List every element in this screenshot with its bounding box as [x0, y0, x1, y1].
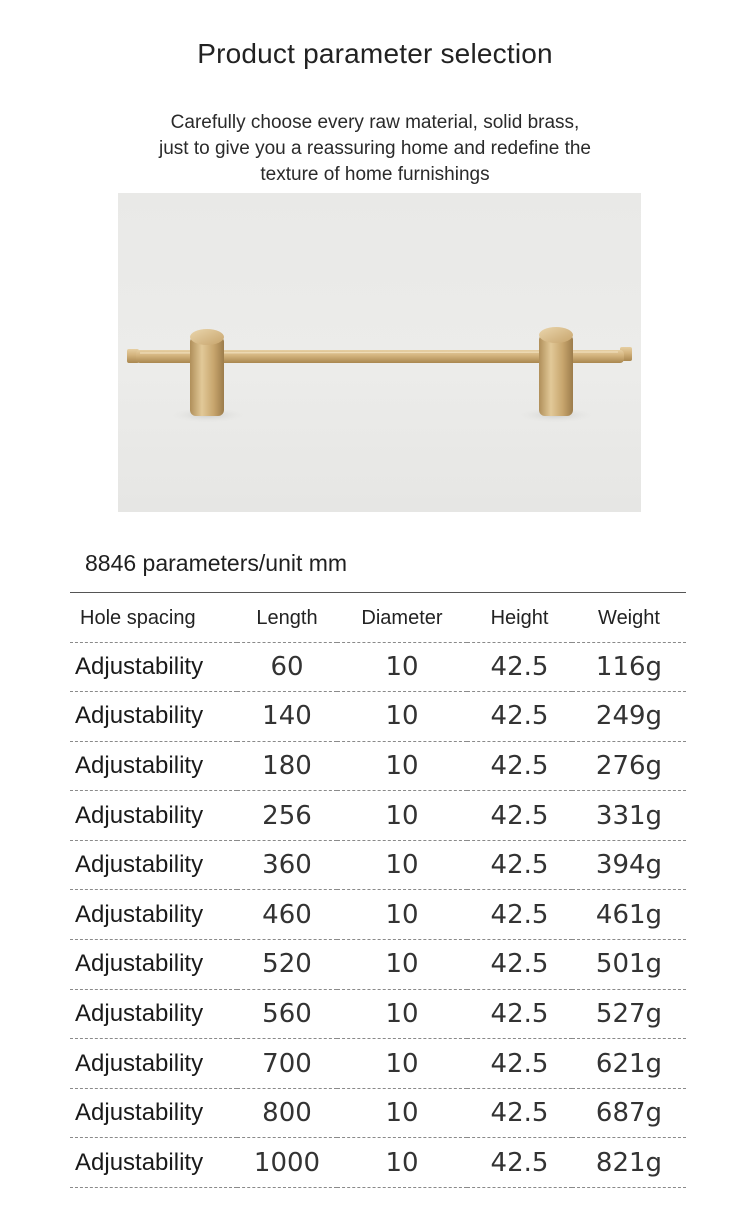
cell-diameter: 10 — [337, 989, 467, 1039]
cell-diameter: 10 — [337, 1138, 467, 1188]
cell-height: 42.5 — [467, 1039, 572, 1089]
cell-hole-spacing: Adjustability — [70, 840, 237, 890]
cell-hole-spacing: Adjustability — [70, 940, 237, 990]
table-row — [70, 1039, 686, 1089]
cell-weight: 249g — [572, 692, 686, 742]
cell-diameter: 10 — [337, 840, 467, 890]
table-row — [70, 840, 686, 890]
product-photo — [118, 193, 641, 512]
table-row — [70, 642, 686, 692]
column-header-height: Height — [467, 596, 572, 642]
cell-height: 42.5 — [467, 989, 572, 1039]
column-header-weight: Weight — [572, 596, 686, 642]
table-row — [70, 692, 686, 742]
cell-hole-spacing: Adjustability — [70, 791, 237, 841]
brass-handle-photo — [118, 193, 641, 512]
cell-weight: 276g — [572, 741, 686, 791]
table-row — [70, 1088, 686, 1138]
cell-hole-spacing: Adjustability — [70, 642, 237, 692]
cell-weight: 461g — [572, 890, 686, 940]
parameters-table — [70, 596, 686, 1188]
table-row — [70, 989, 686, 1039]
cell-weight: 501g — [572, 940, 686, 990]
table-row — [70, 741, 686, 791]
subtitle-line: texture of home furnishings — [260, 164, 490, 185]
cell-length: 60 — [237, 642, 337, 692]
cell-length: 800 — [237, 1088, 337, 1138]
column-header-length: Length — [237, 596, 337, 642]
cell-weight: 527g — [572, 989, 686, 1039]
table-row — [70, 1138, 686, 1188]
cell-diameter: 10 — [337, 940, 467, 990]
cell-hole-spacing: Adjustability — [70, 890, 237, 940]
cell-hole-spacing: Adjustability — [70, 692, 237, 742]
cell-length: 460 — [237, 890, 337, 940]
cell-diameter: 10 — [337, 791, 467, 841]
cell-weight: 394g — [572, 840, 686, 890]
cell-height: 42.5 — [467, 890, 572, 940]
cell-length: 180 — [237, 741, 337, 791]
cell-height: 42.5 — [467, 692, 572, 742]
cell-hole-spacing: Adjustability — [70, 1138, 237, 1188]
table-header-row — [70, 596, 686, 642]
cell-hole-spacing: Adjustability — [70, 1039, 237, 1089]
cell-length: 1000 — [237, 1138, 337, 1188]
cell-length: 700 — [237, 1039, 337, 1089]
cell-weight: 821g — [572, 1138, 686, 1188]
subtitle-line: Carefully choose every raw material, solid brass, — [170, 112, 580, 133]
cell-diameter: 10 — [337, 692, 467, 742]
cell-height: 42.5 — [467, 642, 572, 692]
cell-hole-spacing: Adjustability — [70, 989, 237, 1039]
cell-length: 360 — [237, 840, 337, 890]
column-header-hole-spacing: Hole spacing — [70, 596, 237, 642]
table-row — [70, 791, 686, 841]
cell-diameter: 10 — [337, 1088, 467, 1138]
cell-height: 42.5 — [467, 1138, 572, 1188]
column-header-diameter: Diameter — [337, 596, 467, 642]
page-title: Product parameter selection — [197, 38, 553, 69]
cell-weight: 687g — [572, 1088, 686, 1138]
cell-weight: 116g — [572, 642, 686, 692]
cell-height: 42.5 — [467, 840, 572, 890]
cell-height: 42.5 — [467, 1088, 572, 1138]
cell-height: 42.5 — [467, 741, 572, 791]
cell-hole-spacing: Adjustability — [70, 1088, 237, 1138]
cell-length: 560 — [237, 989, 337, 1039]
cell-height: 42.5 — [467, 791, 572, 841]
cell-weight: 331g — [572, 791, 686, 841]
cell-weight: 621g — [572, 1039, 686, 1089]
cell-length: 140 — [237, 692, 337, 742]
subtitle-line: just to give you a reassuring home and redefine the — [159, 138, 591, 159]
parameters-title: 8846 parameters/unit mm — [85, 550, 348, 576]
cell-hole-spacing: Adjustability — [70, 741, 237, 791]
cell-diameter: 10 — [337, 642, 467, 692]
cell-diameter: 10 — [337, 1039, 467, 1089]
cell-diameter: 10 — [337, 890, 467, 940]
page-subtitle — [100, 110, 650, 188]
cell-diameter: 10 — [337, 741, 467, 791]
table-row — [70, 890, 686, 940]
cell-height: 42.5 — [467, 940, 572, 990]
cell-length: 520 — [237, 940, 337, 990]
table-row — [70, 940, 686, 990]
divider — [70, 592, 686, 593]
cell-length: 256 — [237, 791, 337, 841]
